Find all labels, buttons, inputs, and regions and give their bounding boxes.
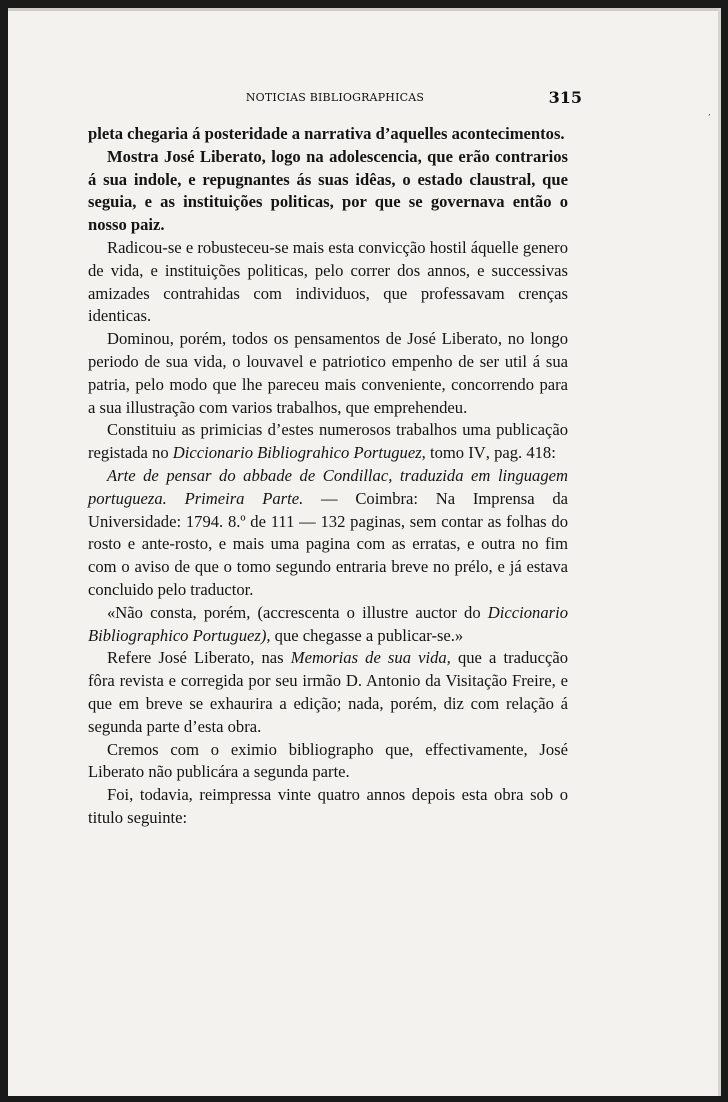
paragraph-3: Radicou-se e robusteceu-se mais esta convicção hostil áquelle genero de vida, e instituições politicas, pelo correr dos annos, e successivas amizades contrahidas com individuos, que professavam crenças identicas. [88, 237, 568, 326]
paragraph-8-pre: Refere José Liberato, nas [107, 648, 291, 668]
paragraph-8-post: que a traducção fôra revista e corregida por seu irmão D. Antonio da Visitação Freire, e que em breve se exhaurira a edição; nada, porém, diz com relação á segunda parte d’esta obra. [88, 648, 568, 736]
paragraph-2: Mostra José Liberato, logo na adolescencia, que erão contrarios á sua indole, e repugnantes ás suas idêas, o estado claustral, que seguia, e as instituições politicas, por que se governava então o nosso paiz. [88, 146, 568, 235]
paragraph-5-volume: IV [468, 443, 486, 463]
paragraph-7-pre: «Não consta, porém, (accrescenta o illustre auctor do [107, 602, 488, 622]
document-page [8, 8, 721, 1096]
running-head: NOTICIAS BIBLIOGRAPHICAS [245, 91, 425, 104]
paragraph-7-title: Diccionario Bibliographico Portuguez), [88, 602, 568, 645]
paragraph-7 [88, 602, 568, 648]
paragraph-9: Cremos com o eximio bibliographo que, effectivamente, José Liberato não publicára a segunda parte. [88, 739, 568, 782]
paragraph-6-title: Arte de pensar do abbade de Condillac, traduzida em linguagem portugueza. Primeira Parte. [88, 465, 568, 508]
paragraph-10: Foi, todavia, reimpressa vinte quatro annos depois esta obra sob o titulo seguinte: [88, 785, 568, 827]
paragraph-5-title: Diccionario Bibliograhico Portuguez, [172, 443, 426, 463]
scan-edge-top [8, 8, 721, 11]
body-text [88, 123, 568, 830]
scan-edge-right [718, 8, 721, 1096]
paragraph-5-post: tomo [425, 443, 469, 463]
paragraph-5 [88, 419, 568, 465]
paragraph-4: Dominou, porém, todos os pensamentos de José Liberato, no longo periodo de sua vida, o louvavel e patriotico empenho de ser util á sua patria, pelo modo que lhe pareceu mais conveniente, concorrendo para a sua illustração com varios trabalhos, que emprehendeu. [88, 329, 568, 417]
page-number: 315 [548, 88, 582, 107]
paragraph-1: pleta chegaria á posteridade a narrativa d’aquelles acontecimentos. [88, 124, 565, 143]
paragraph-8-title: Memorias de sua vida, [290, 648, 451, 668]
page-header [88, 88, 582, 112]
paragraph-5-pre: Constituiu as primicias d’estes numerosos trabalhos uma publicação registada no [88, 420, 568, 463]
paragraph-7-post: que chegasse a publicar-se.» [270, 625, 464, 645]
paragraph-5-post2: , pag. 418: [485, 443, 556, 463]
paragraph-8 [88, 647, 568, 738]
paragraph-6 [88, 465, 568, 602]
paragraph-6-post: — Coimbra: Na Imprensa da Universidade: 1794. 8.º de 111 — 132 paginas, sem contar as folhas do rosto e ante-rosto, e mais uma pagina com as erratas, e outra no fim com o aviso de que o tomo segundo entraria breve no prélo, e já estava concluido pelo traductor. [88, 488, 568, 599]
margin-mark: ’ [708, 113, 711, 122]
